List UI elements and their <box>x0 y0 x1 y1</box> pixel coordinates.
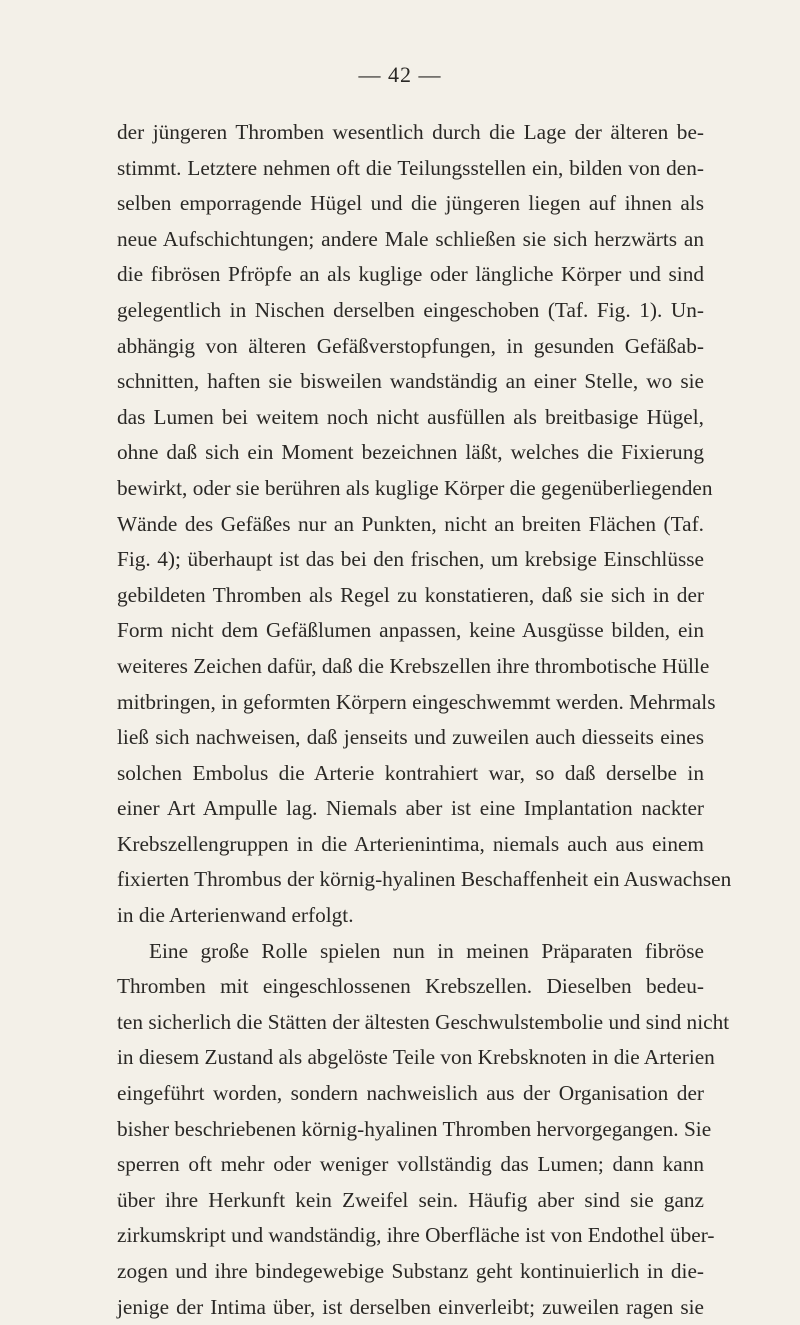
text-line: zirkumskript und wandständig, ihre Oberfläche ist von Endothel über- <box>117 1223 715 1248</box>
paragraph-start-line: Eine große Rolle spielen nun in meinen Präparaten fibröse <box>149 938 704 963</box>
text-line: schnitten, haften sie bisweilen wandständig an einer Stelle, wo sie <box>117 369 704 394</box>
text-line: selben emporragende Hügel und die jüngeren liegen auf ihnen als <box>117 191 704 216</box>
text-line: abhängig von älteren Gefäßverstopfungen, in gesunden Gefäßab- <box>117 333 704 358</box>
text-line: ließ sich nachweisen, daß jenseits und zuweilen auch diesseits eines <box>117 725 704 750</box>
text-line: einer Art Ampulle lag. Niemals aber ist eine Implantation nackter <box>117 796 704 821</box>
text-line: über ihre Herkunft kein Zweifel sein. Häufig aber sind sie ganz <box>117 1187 704 1212</box>
text-line: das Lumen bei weitem noch nicht ausfüllen als breitbasige Hügel, <box>117 404 704 429</box>
text-line: bewirkt, oder sie berühren als kuglige Körper die gegenüberliegenden <box>117 475 713 500</box>
text-line: fixierten Thrombus der körnig-hyalinen Beschaffenheit ein Auswachsen <box>117 867 732 892</box>
text-line: jenige der Intima über, ist derselben einverleibt; zuweilen ragen sie <box>117 1294 704 1319</box>
text-line: eingeführt worden, sondern nachweislich aus der Organisation der <box>117 1081 704 1106</box>
text-line: in diesem Zustand als abgelöste Teile von Krebsknoten in die Arterien <box>117 1045 715 1070</box>
text-line: Fig. 4); überhaupt ist das bei den frischen, um krebsige Einschlüsse <box>117 547 704 572</box>
text-line: sperren oft mehr oder weniger vollständig das Lumen; dann kann <box>117 1152 704 1177</box>
body-text <box>117 115 732 1325</box>
text-line: die fibrösen Pfröpfe an als kuglige oder längliche Körper und sind <box>117 262 704 287</box>
text-line: ohne daß sich ein Moment bezeichnen läßt, welches die Fixierung <box>117 440 704 465</box>
page-number: — 42 — <box>358 62 442 87</box>
paragraph-end-line: in die Arterienwand erfolgt. <box>117 903 354 928</box>
text-line: Thromben mit eingeschlossenen Krebszellen. Dieselben bedeu- <box>117 974 704 999</box>
text-line: neue Aufschichtungen; andere Male schließen sie sich herzwärts an <box>117 226 704 251</box>
text-line: der jüngeren Thromben wesentlich durch die Lage der älteren be- <box>117 120 704 144</box>
text-line: solchen Embolus die Arterie kontrahiert war, so daß derselbe in <box>117 760 704 785</box>
text-line: zogen und ihre bindegewebige Substanz geht kontinuierlich in die- <box>117 1259 704 1283</box>
text-line: gebildeten Thromben als Regel zu konstatieren, daß sie sich in der <box>117 582 704 607</box>
text-line: Krebszellengruppen in die Arterienintima, niemals auch aus einem <box>117 831 704 856</box>
text-line: ten sicherlich die Stätten der ältesten Geschwulstembolie und sind nicht <box>117 1009 730 1034</box>
text-line: mitbringen, in geformten Körpern eingeschwemmt werden. Mehrmals <box>117 689 716 714</box>
text-line: stimmt. Letztere nehmen oft die Teilungsstellen ein, bilden von den- <box>117 155 704 180</box>
text-line: bisher beschriebenen körnig-hyalinen Thromben hervorgegangen. Sie <box>117 1116 712 1141</box>
text-line: Form nicht dem Gefäßlumen anpassen, keine Ausgüsse bilden, ein <box>117 618 704 643</box>
text-line: Wände des Gefäßes nur an Punkten, nicht an breiten Flächen (Taf. <box>117 511 704 536</box>
text-line: weiteres Zeichen dafür, daß die Krebszellen ihre thrombotische Hülle <box>117 653 710 678</box>
text-line: gelegentlich in Nischen derselben eingeschoben (Taf. Fig. 1). Un- <box>117 297 704 322</box>
